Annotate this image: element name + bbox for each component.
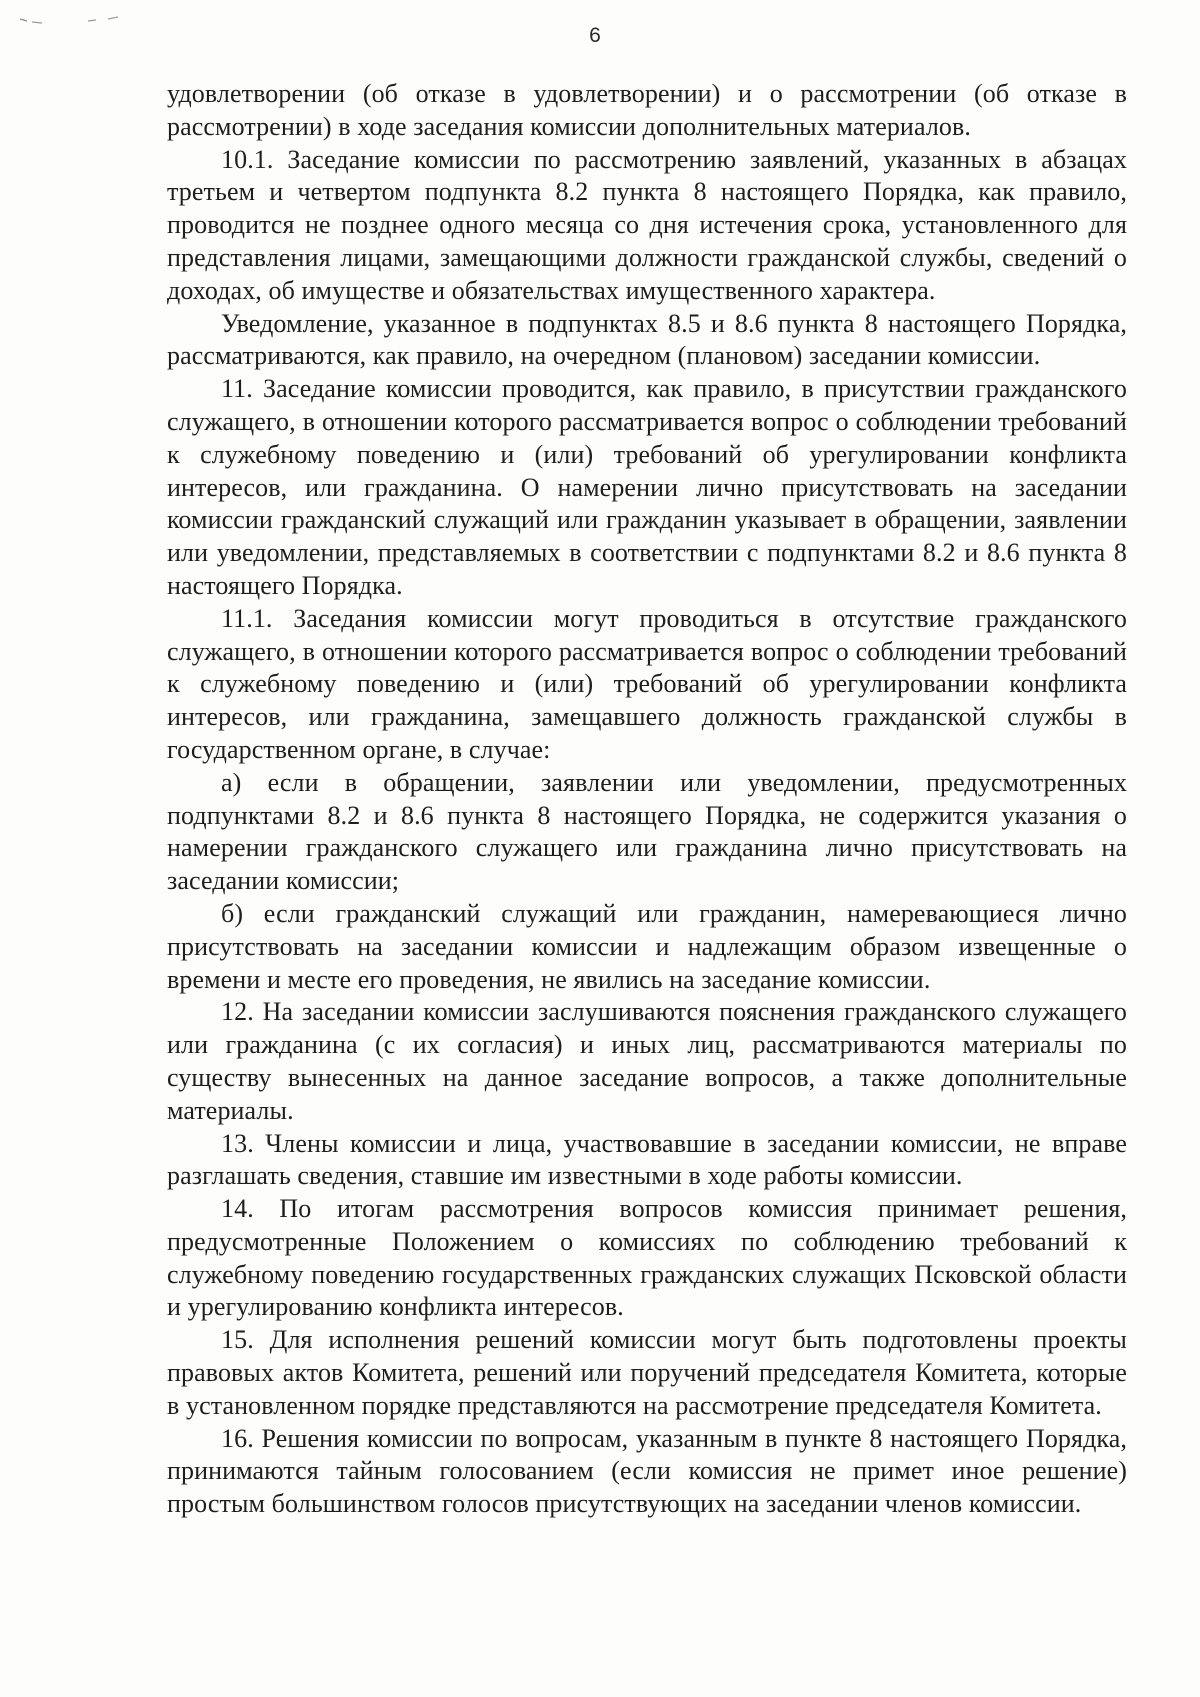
paragraph-11-1: 11.1. Заседания комиссии могут проводиться в отсутствие гражданского служащего, в отношении которого рассматривается вопрос о соблюдении требований к служебному поведению и (или) требований об урегулировании конфликта интересов, или гражданина, замещавшего должность гражданской службы в государственном органе, в случае: — [167, 603, 1127, 764]
paragraph-notification: Уведомление, указанное в подпунктах 8.5 и 8.6 пункта 8 настоящего Порядка, рассматриваются, как правило, на очередном (плановом) заседании комиссии. — [167, 308, 1127, 371]
paragraph-10-1: 10.1. Заседание комиссии по рассмотрению заявлений, указанных в абзацах третьем и четвертом подпункта 8.2 пункта 8 настоящего Порядка, как правило, проводится не позднее одного месяца со дня истечения срока, установленного для представления лицами, замещающими должности гражданской службы, сведений о доходах, об имуществе и обязательствах имущественного характера. — [167, 144, 1127, 305]
paragraph-14: 14. По итогам рассмотрения вопросов комиссия принимает решения, предусмотренные Положением о комиссиях по соблюдению требований к служебному поведению государственных гражданских служащих Псковской области и урегулированию конфликта интересов. — [167, 1194, 1127, 1322]
page-number: 6 — [589, 24, 601, 47]
paragraph-12: 12. На заседании комиссии заслушиваются пояснения гражданского служащего или гражданина (с их согласия) и иных лиц, рассматриваются материалы по существу вынесенных на данное заседание вопросов, а также дополнительные материалы. — [167, 997, 1127, 1125]
paragraph-16: 16. Решения комиссии по вопросам, указанным в пункте 8 настоящего Порядка, принимаются тайным голосованием (если комиссия не примет иное решение) простым большинством голосов присутствующих на заседании членов комиссии. — [167, 1423, 1127, 1519]
paragraph-11-1-a: а) если в обращении, заявлении или уведомлении, предусмотренных подпунктами 8.2 и 8.6 пункта 8 настоящего Порядка, не содержится указания о намерении гражданского служащего или гражданина лично присутствовать на заседании комиссии; — [167, 767, 1127, 896]
paragraph-continuation: удовлетворении (об отказе в удовлетворении) и о рассмотрении (об отказе в рассмотрении) в ходе заседания комиссии дополнительных материалов. — [167, 79, 1127, 141]
document-body — [167, 78, 1127, 1521]
paragraph-13: 13. Члены комиссии и лица, участвовавшие в заседании комиссии, не вправе разглашать сведения, ставшие им известными в ходе работы комиссии. — [167, 1128, 1127, 1191]
paragraph-15: 15. Для исполнения решений комиссии могут быть подготовлены проекты правовых актов Комитета, решений или поручений председателя Комитета, которые в установленном порядке представляются на рассмотрение председателя Комитета. — [167, 1325, 1127, 1420]
paragraph-11: 11. Заседание комиссии проводится, как правило, в присутствии гражданского служащего, в отношении которого рассматривается вопрос о соблюдении требований к служебному поведению и (или) требований об урегулировании конфликта интересов, или гражданина. О намерении лично присутствовать на заседании комиссии гражданский служащий или гражданин указывает в обращении, заявлении или уведомлении, представляемых в соответствии с подпунктами 8.2 и 8.6 пункта 8 настоящего Порядка. — [167, 374, 1127, 600]
paragraph-11-1-b: б) если гражданский служащий или гражданин, намеревающиеся лично присутствовать на заседании комиссии и надлежащим образом извещенные о времени и месте его проведения, не явились на заседание комиссии. — [167, 898, 1127, 994]
